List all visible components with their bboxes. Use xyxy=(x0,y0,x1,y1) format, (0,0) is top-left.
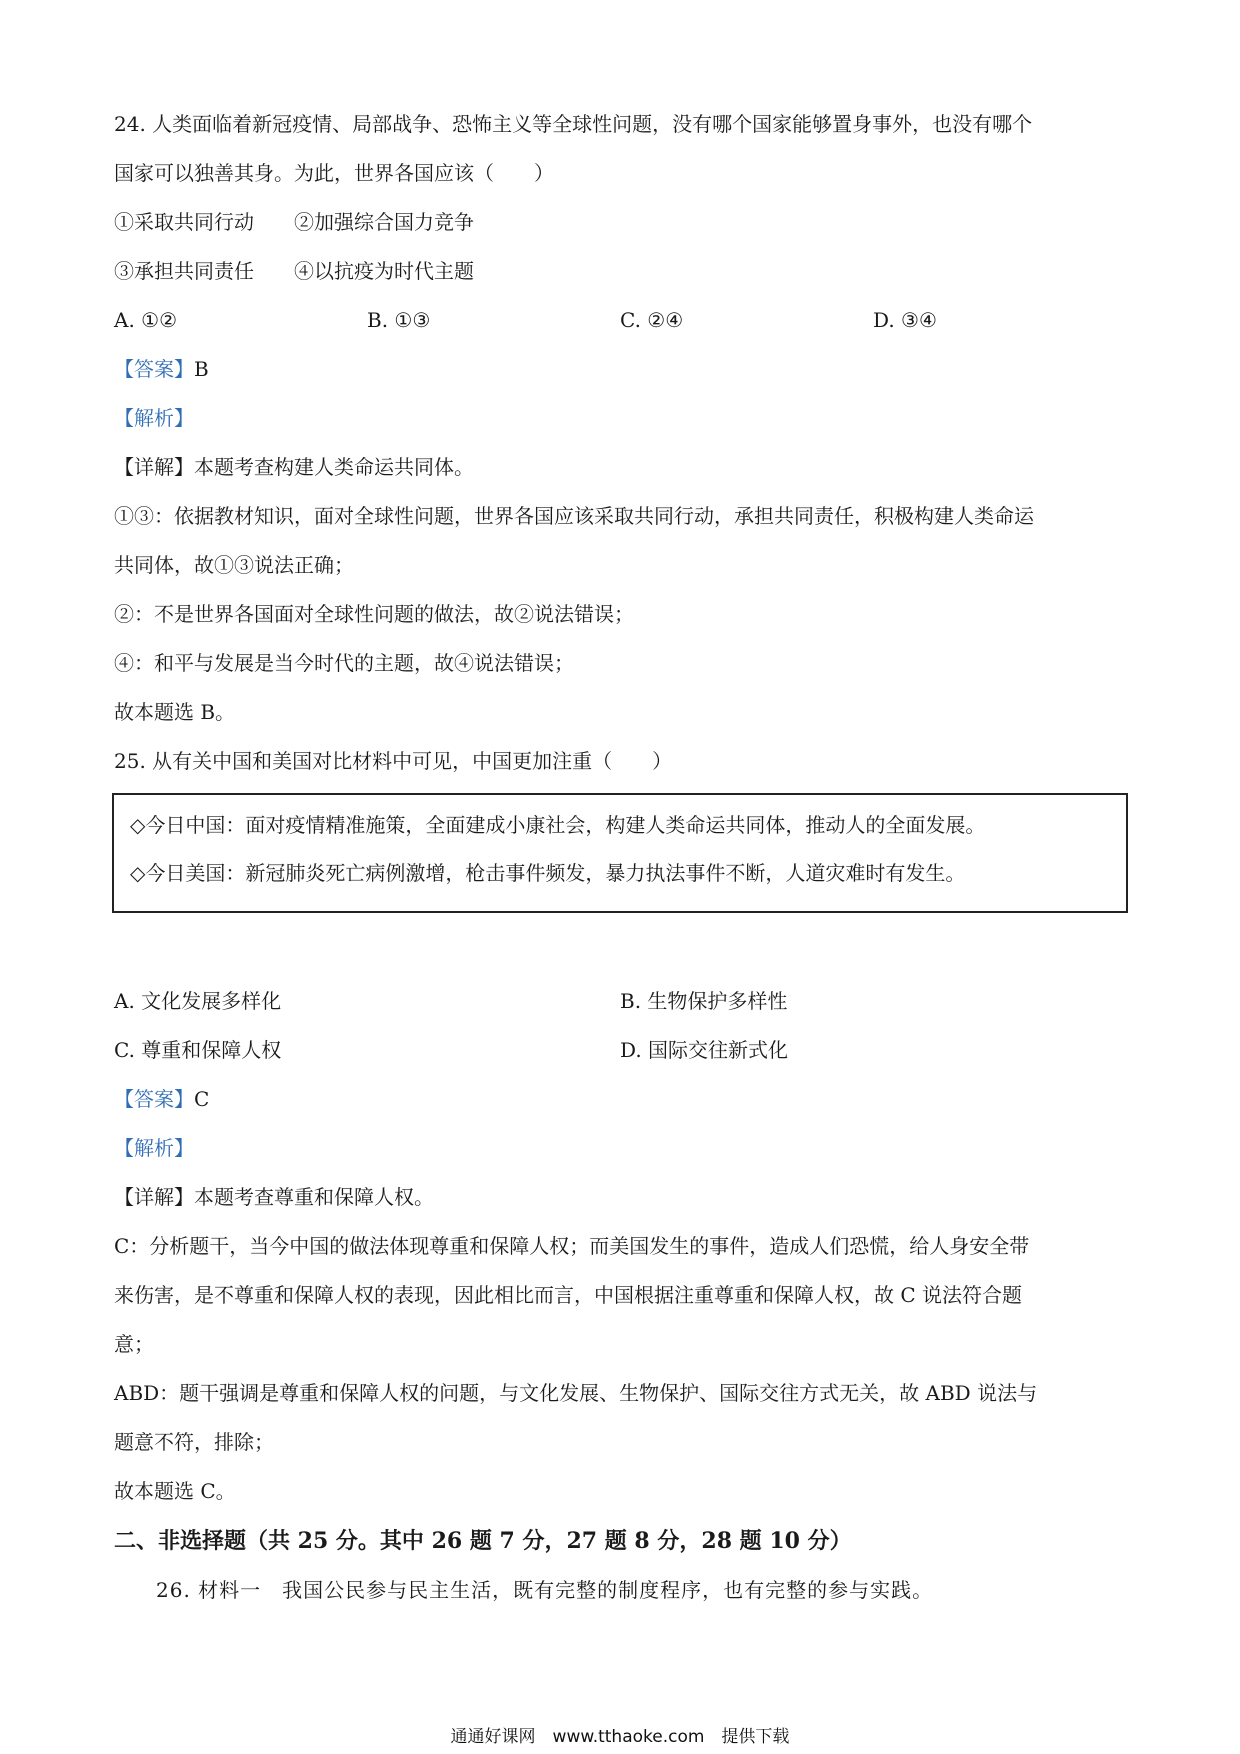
q24-items-row-2 xyxy=(114,247,1134,296)
q24-option-b: B. ①③ xyxy=(367,308,431,332)
q25-options-row-2 xyxy=(114,1026,1134,1075)
q24-item-3: ③承担共同责任 xyxy=(114,259,254,283)
document-page xyxy=(114,100,1134,1615)
q24-option-c: C. ②④ xyxy=(620,308,684,332)
q24-item-4: ④以抗疫为时代主题 xyxy=(294,259,474,283)
q25-explanation-2a: ABD：题干强调是尊重和保障人权的问题，与文化发展、生物保护、国际交往方式无关，故 ABD 说法与 xyxy=(114,1381,1038,1405)
q25-answer-value: C xyxy=(194,1087,210,1111)
q25-option-b: B. 生物保护多样性 xyxy=(620,989,788,1013)
q24-item-1: ①采取共同行动 xyxy=(114,210,254,234)
q24-stem-line-2: 国家可以独善其身。为此，世界各国应该（ ） xyxy=(114,161,554,185)
q25-detail: 【详解】本题考查尊重和保障人权。 xyxy=(114,1185,434,1209)
q25-answer xyxy=(114,1075,1134,1124)
q24-stem-line-1: 24. 人类面临着新冠疫情、局部战争、恐怖主义等全球性问题，没有哪个国家能够置身事外，也没有哪个 xyxy=(114,112,1033,136)
q24-items-row-1 xyxy=(114,198,1134,247)
q25-stem: 25. 从有关中国和美国对比材料中可见，中国更加注重（ ） xyxy=(114,749,673,773)
q24-explanation-2: ②：不是世界各国面对全球性问题的做法，故②说法错误； xyxy=(114,602,634,626)
q24-explanation-1b: 共同体，故①③说法正确； xyxy=(114,553,354,577)
q24-analysis-tag: 【解析】 xyxy=(114,406,194,430)
q24-option-a: A. ①② xyxy=(114,308,178,332)
q25-material-box xyxy=(112,793,1128,913)
footer-watermark: 通通好课网 www.tthaoke.com 提供下载 xyxy=(450,1727,790,1747)
q25-options-row-1 xyxy=(114,977,1134,1026)
q25-option-a: A. 文化发展多样化 xyxy=(114,989,282,1013)
q24-answer-value: B xyxy=(194,357,209,381)
q25-answer-tag: 【答案】 xyxy=(114,1087,194,1111)
q24-answer xyxy=(114,345,1134,394)
q25-explanation-1b: 来伤害，是不尊重和保障人权的表现，因此相比而言，中国根据注重尊重和保障人权，故 C 说法符合题 xyxy=(114,1283,1023,1307)
q24-explanation-1a: ①③：依据教材知识，面对全球性问题，世界各国应该采取共同行动，承担共同责任，积极构建人类命运 xyxy=(114,504,1034,528)
q24-option-d: D. ③④ xyxy=(873,308,937,332)
q25-analysis-tag: 【解析】 xyxy=(114,1136,194,1160)
q24-answer-tag: 【答案】 xyxy=(114,357,194,381)
q24-options xyxy=(114,296,1134,345)
q24-explanation-3: ④：和平与发展是当今时代的主题，故④说法错误； xyxy=(114,651,574,675)
q25-material-usa: ◇今日美国：新冠肺炎死亡病例激增，枪击事件频发，暴力执法事件不断，人道灾难时有发生。 xyxy=(130,861,966,885)
q24-detail: 【详解】本题考查构建人类命运共同体。 xyxy=(114,455,474,479)
q25-material-china: ◇今日中国：面对疫情精准施策，全面建成小康社会，构建人类命运共同体，推动人的全面发展。 xyxy=(130,813,986,837)
q25-explanation-1c: 意； xyxy=(114,1332,154,1356)
q25-explanation-1a: C：分析题干，当今中国的做法体现尊重和保障人权；而美国发生的事件，造成人们恐慌，给人身安全带 xyxy=(114,1234,1030,1258)
section-2-title: 二、非选择题（共 25 分。其中 26 题 7 分，27 题 8 分，28 题 10 分） xyxy=(114,1528,852,1554)
q25-conclusion: 故本题选 C。 xyxy=(114,1479,236,1503)
q25-option-d: D. 国际交往新式化 xyxy=(620,1038,789,1062)
q26-stem: 26. 材料一 我国公民参与民主生活，既有完整的制度程序，也有完整的参与实践。 xyxy=(156,1578,934,1602)
q24-conclusion: 故本题选 B。 xyxy=(114,700,236,724)
q25-explanation-2b: 题意不符，排除； xyxy=(114,1430,274,1454)
q25-option-c: C. 尊重和保障人权 xyxy=(114,1038,282,1062)
q24-item-2: ②加强综合国力竞争 xyxy=(294,210,474,234)
